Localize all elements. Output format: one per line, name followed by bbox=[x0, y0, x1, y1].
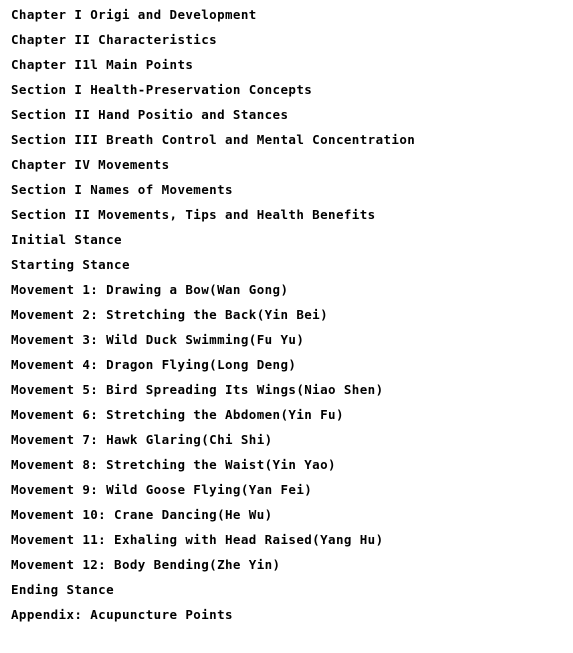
toc-entry: Movement 6: Stretching the Abdomen(Yin Fu) bbox=[11, 407, 344, 422]
toc-entry: Movement 2: Stretching the Back(Yin Bei) bbox=[11, 307, 329, 322]
toc-entry: Section II Hand Positio and Stances bbox=[11, 107, 289, 122]
toc-entry: Ending Stance bbox=[11, 582, 115, 597]
toc-entry: Movement 12: Body Bending(Zhe Yin) bbox=[11, 557, 281, 572]
toc-entry: Starting Stance bbox=[11, 257, 130, 272]
toc-entry: Chapter I Origi and Development bbox=[11, 7, 257, 22]
toc-entry: Chapter II Characteristics bbox=[11, 32, 218, 47]
toc-entry: Movement 8: Stretching the Waist(Yin Yao) bbox=[11, 457, 336, 472]
toc-entry: Chapter I1l Main Points bbox=[11, 57, 194, 72]
toc-entry: Chapter IV Movements bbox=[11, 157, 170, 172]
toc-entry: Movement 5: Bird Spreading Its Wings(Niao Shen) bbox=[11, 382, 384, 397]
toc-entry: Section I Names of Movements bbox=[11, 182, 233, 197]
toc-entry: Movement 1: Drawing a Bow(Wan Gong) bbox=[11, 282, 289, 297]
toc-entry: Section I Health-Preservation Concepts bbox=[11, 82, 313, 97]
toc-entry: Movement 7: Hawk Glaring(Chi Shi) bbox=[11, 432, 273, 447]
toc-entry: Movement 3: Wild Duck Swimming(Fu Yu) bbox=[11, 332, 305, 347]
toc-entry: Movement 9: Wild Goose Flying(Yan Fei) bbox=[11, 482, 313, 497]
toc-entry: Appendix: Acupuncture Points bbox=[11, 607, 233, 622]
toc-entry: Movement 10: Crane Dancing(He Wu) bbox=[11, 507, 273, 522]
table-of-contents bbox=[11, 5, 566, 630]
toc-entry: Movement 4: Dragon Flying(Long Deng) bbox=[11, 357, 297, 372]
toc-entry: Section III Breath Control and Mental Concentration bbox=[11, 132, 416, 147]
toc-entry: Section II Movements, Tips and Health Benefits bbox=[11, 207, 376, 222]
toc-entry: Movement 11: Exhaling with Head Raised(Yang Hu) bbox=[11, 532, 384, 547]
toc-entry: Initial Stance bbox=[11, 232, 122, 247]
